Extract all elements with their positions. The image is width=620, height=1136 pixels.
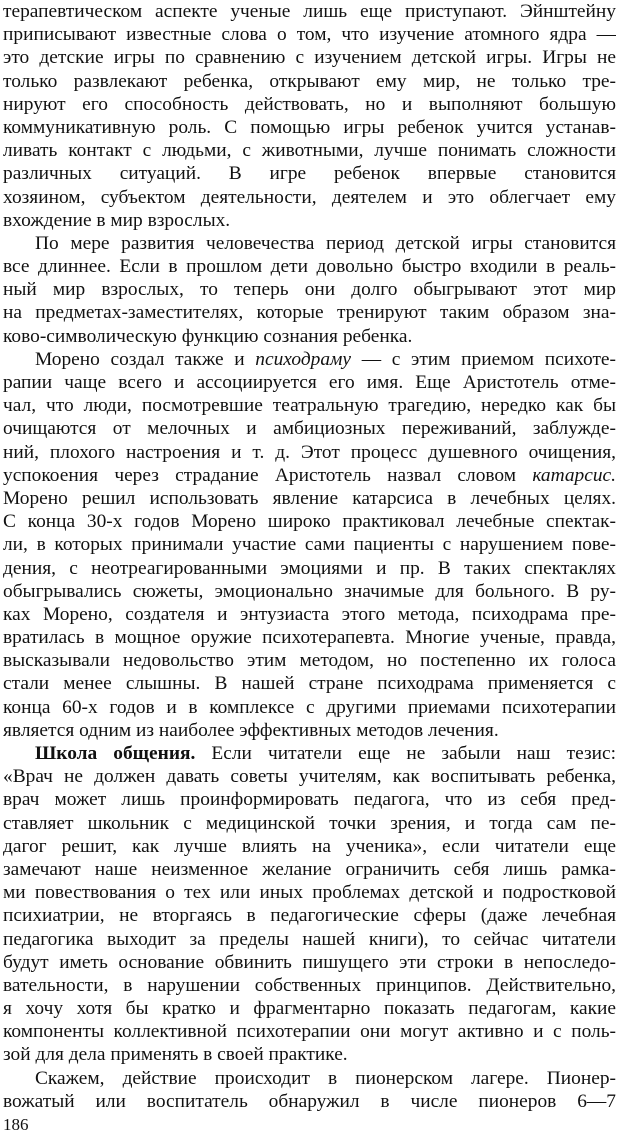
text-segment: чал, что люди, посмотревшие театральную трагедию, нередко как бы bbox=[3, 395, 616, 417]
text-segment: это детские игры по сравнению с изучением детской игры. Игры не bbox=[3, 47, 616, 69]
italic-term: катарсис. bbox=[532, 464, 616, 486]
text-line bbox=[3, 139, 616, 162]
section-heading: Школа общения. bbox=[35, 743, 196, 764]
text-segment: терапевтическом аспекте ученые лишь еще приступают. Эйнштейну bbox=[3, 1, 616, 22]
text-line bbox=[3, 928, 616, 951]
text-segment: психиатрии, не вторгаясь в педагогические сферы (даже лечебная bbox=[3, 905, 616, 927]
text-segment: ли, в которых принимали участие сами пациенты с нарушением пове- bbox=[3, 534, 616, 556]
text-segment: С конца 30-х годов Морено широко практиковал лечебные спектак- bbox=[3, 511, 616, 533]
text-line bbox=[3, 278, 616, 301]
text-line bbox=[3, 812, 616, 835]
text-line bbox=[3, 626, 616, 649]
page-number: 186 bbox=[3, 1115, 29, 1134]
text-line bbox=[3, 46, 616, 69]
text-segment: врач может лишь проинформировать педагога, что из себя пред- bbox=[3, 789, 616, 811]
text-segment: ставляет школьник с медицинской точки зрения, и тогда сам пе- bbox=[3, 812, 616, 834]
text-line bbox=[3, 487, 616, 510]
text-segment: будут иметь основание обвинить пишущего эти строки в непоследо- bbox=[3, 951, 616, 973]
text-line bbox=[3, 255, 616, 278]
text-line bbox=[3, 116, 616, 139]
text-line bbox=[3, 1020, 616, 1043]
text-line bbox=[3, 742, 616, 765]
text-line bbox=[3, 788, 616, 811]
text-line bbox=[3, 557, 616, 580]
text-line bbox=[3, 1043, 616, 1066]
text-line bbox=[3, 70, 616, 93]
text-line bbox=[3, 696, 616, 719]
text-segment: все длиннее. Если в прошлом дети довольно быстро входили в реаль- bbox=[3, 256, 616, 278]
text-segment: ми повествования о тех или иных проблемах детской и подростковой bbox=[3, 882, 616, 904]
text-segment: рапии чаще всего и ассоциируется его имя. Еще Аристотель отме- bbox=[3, 372, 616, 393]
text-segment: ный мир взрослых, то теперь они долго обыгрывают этот мир bbox=[3, 279, 616, 301]
text-segment: различных ситуаций. В игре ребенок впервые становится bbox=[3, 163, 616, 185]
text-segment: Скажем, действие происходит в пионерском лагере. Пионер- bbox=[35, 1067, 616, 1089]
text-segment: Морено создал также и bbox=[35, 348, 256, 370]
text-segment: вательности, в нарушении собственных принципов. Действительно, bbox=[3, 974, 616, 996]
text-segment: ний, плохого настроения и т. д. Этот процесс душевного очищения, bbox=[3, 441, 616, 463]
text-line bbox=[3, 719, 616, 742]
text-line bbox=[3, 765, 616, 788]
text-segment: По мере развития человечества период детской игры становится bbox=[35, 232, 616, 254]
text-line bbox=[3, 858, 616, 881]
text-segment: нируют его способность действовать, но и выполняют большую bbox=[3, 93, 616, 115]
text-line bbox=[3, 649, 616, 672]
text-segment: стали менее слышны. В нашей стране психодрама применяется с bbox=[3, 673, 616, 695]
text-segment: дения, с неотреагированными эмоциями и пр. В таких спектаклях bbox=[3, 557, 616, 579]
text-line bbox=[3, 371, 616, 394]
text-segment: «Врач не должен давать советы учителям, как воспитывать ребенка, bbox=[3, 766, 616, 788]
text-line bbox=[3, 603, 616, 626]
text-segment: Морено решил использовать явление катарсиса в лечебных целях. bbox=[3, 487, 616, 509]
text-line bbox=[3, 93, 616, 116]
text-segment: приписывают известные слова о том, что изучение атомного ядра — bbox=[3, 24, 616, 46]
text-line bbox=[3, 186, 616, 209]
text-line bbox=[3, 0, 616, 23]
text-line bbox=[3, 325, 616, 348]
text-segment: обыгрывались сюжеты, эмоционально значимые для больного. В ру- bbox=[3, 580, 616, 602]
text-line bbox=[3, 510, 616, 533]
text-segment: на предметах-заместителях, которые тренируют таким образом зна- bbox=[3, 302, 616, 324]
text-line bbox=[3, 162, 616, 185]
text-line bbox=[3, 348, 616, 371]
text-line bbox=[3, 301, 616, 324]
text-segment: является одним из наиболее эффективных методов лечения. bbox=[3, 719, 499, 741]
text-segment: ках Морено, создателя и энтузиаста этого метода, психодрама пре- bbox=[3, 603, 616, 625]
text-line bbox=[3, 904, 616, 927]
text-line bbox=[3, 1067, 616, 1090]
text-segment: педагогика выходит за пределы нашей книги), то сейчас читатели bbox=[3, 928, 616, 950]
text-line bbox=[3, 394, 616, 417]
text-segment: зой для дела применять в своей практике. bbox=[3, 1044, 348, 1066]
text-segment: только развлекают ребенка, открывают ему мир, не только тре- bbox=[3, 70, 616, 92]
italic-term: психодраму bbox=[255, 348, 352, 370]
text-segment: ково-символическую функцию сознания ребенка. bbox=[3, 325, 413, 347]
text-line bbox=[3, 974, 616, 997]
text-segment: ливать контакт с людьми, с животными, лучше понимать сложности bbox=[3, 140, 616, 162]
text-line bbox=[3, 997, 616, 1020]
text-line bbox=[3, 209, 616, 232]
text-segment: успокоения через страдание Аристотель назвал словом bbox=[3, 464, 533, 486]
text-line bbox=[3, 1090, 616, 1113]
text-line bbox=[3, 951, 616, 974]
text-line bbox=[3, 580, 616, 603]
text-segment: Если читатели еще не забыли наш тезис: bbox=[195, 743, 616, 764]
text-line bbox=[3, 417, 616, 440]
text-line bbox=[3, 23, 616, 46]
text-segment: коммуникативную роль. С помощью игры ребенок учится устанав- bbox=[3, 116, 616, 138]
text-segment: очищаются от мелочных и амбициозных переживаний, заблужде- bbox=[3, 418, 616, 440]
book-page bbox=[3, 0, 616, 1136]
text-segment: вхождение в мир взрослых. bbox=[3, 209, 231, 231]
text-segment: вожатый или воспитатель обнаружил в числе пионеров 6—7 bbox=[3, 1090, 616, 1112]
text-segment: конца 60-х годов и в комплексе с другими приемами психотерапии bbox=[3, 696, 616, 718]
text-segment: — с этим приемом психоте- bbox=[351, 348, 616, 370]
text-line bbox=[3, 441, 616, 464]
text-segment: вратилась в мощное оружие психотерапевта. Многие ученые, правда, bbox=[3, 627, 616, 649]
text-segment: хозяином, субъектом деятельности, деятелем и это облегчает ему bbox=[3, 186, 616, 208]
text-line bbox=[3, 672, 616, 695]
text-line bbox=[3, 464, 616, 487]
text-line bbox=[3, 881, 616, 904]
text-segment: я хочу хотя бы кратко и фрагментарно показать педагогам, какие bbox=[3, 998, 616, 1020]
text-line bbox=[3, 232, 616, 255]
text-line bbox=[3, 533, 616, 556]
text-segment: дагог решит, как лучше влиять на ученика», если читатели еще bbox=[3, 835, 616, 857]
text-segment: замечают наше неизменное желание ограничить себя лишь рамка- bbox=[3, 858, 616, 880]
text-segment: высказывали недовольство этим методом, но постепенно их голоса bbox=[3, 650, 616, 672]
text-segment: компоненты коллективной психотерапии они могут активно и с поль- bbox=[3, 1021, 616, 1043]
text-line bbox=[3, 835, 616, 858]
